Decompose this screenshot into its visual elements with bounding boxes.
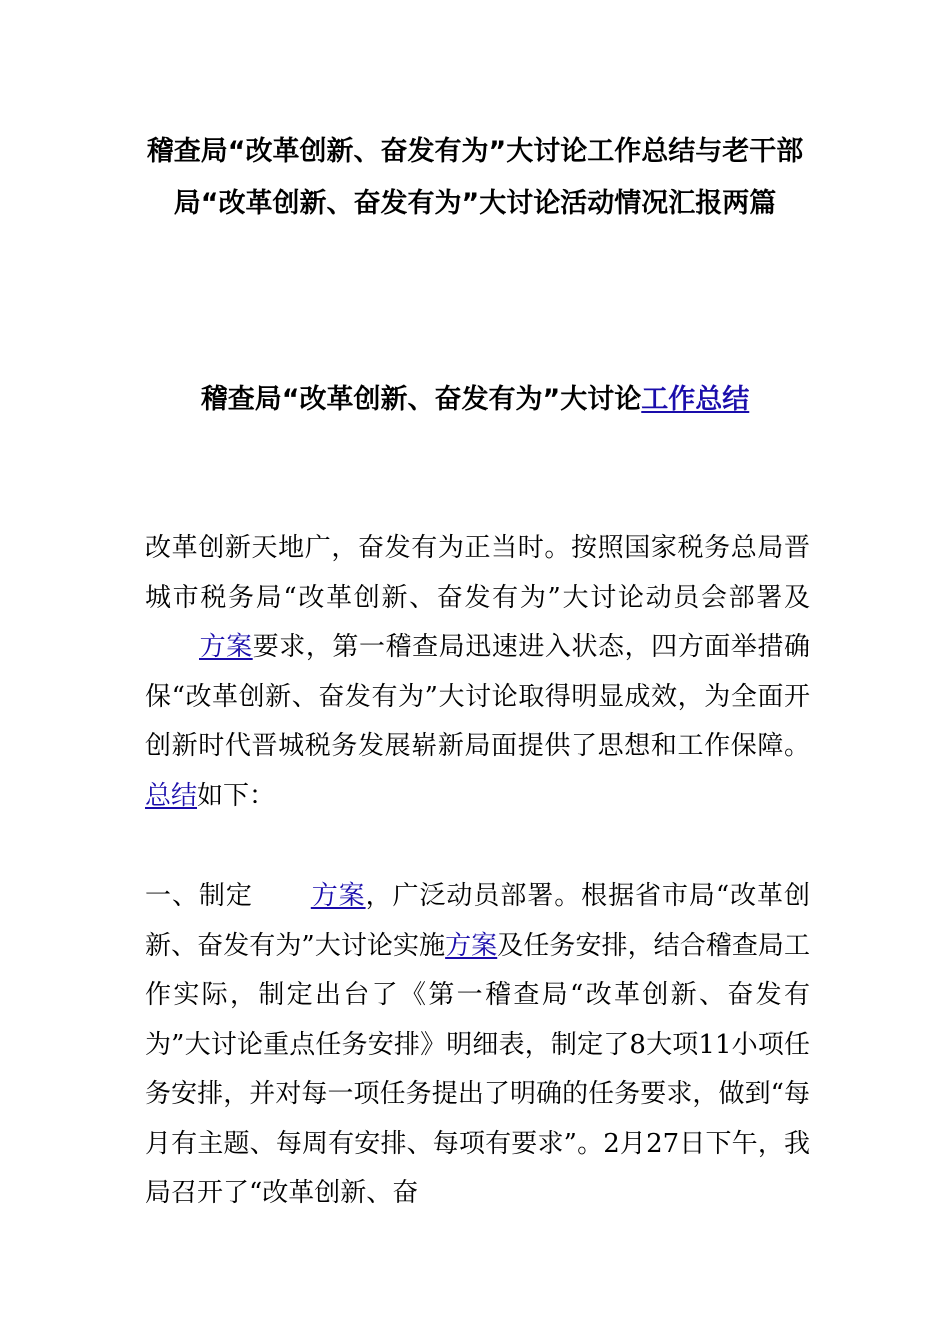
paragraph-section-one-text-1: 一、制定 — [145, 881, 253, 911]
document-title: 稽查局“改革创新、奋发有为”大讨论工作总结与老干部局“改革创新、奋发有为”大讨论活动情况汇报两篇 — [146, 136, 804, 219]
paragraph-intro — [145, 524, 810, 821]
section-title-text: 稽查局“改革创新、奋发有为”大讨论 — [200, 384, 642, 415]
plan-link-2[interactable]: 方案 — [310, 881, 366, 911]
paragraph-intro-text-1: 改革创新天地广，奋发有为正当时。按照国家税务总局晋城市税务局“改革创新、奋发有为”大讨论动员会部署及 — [145, 533, 810, 613]
plan-link[interactable]: 方案 — [199, 632, 253, 662]
section-title-link[interactable]: 工作总结 — [641, 384, 750, 415]
summary-link[interactable]: 总结 — [145, 780, 198, 811]
paragraph-section-one-text-3: 及任务安排，结合稽查局工作实际，制定出台了《第一稽查局“改革创新、奋发有为”大讨论重点任务安排》明细表，制定了8大项11小项任务安排，并对每一项任务提出了明确的任务要求，做到“每月有主题、每周有安排、每项有要求”。2月27日下午，我局召开了“改革创新、奋 — [145, 930, 810, 1208]
paragraph-section-one-text-2: ，广泛动员部署。根据省市局“改革创新、奋发有为”大讨论实施 — [145, 881, 810, 961]
paragraph-section-one — [145, 872, 810, 1219]
paragraph-intro-text-3: 如下： — [197, 780, 276, 811]
plan-link-3[interactable]: 方案 — [445, 930, 498, 961]
paragraph-intro-text-2: 要求，第一稽查局迅速进入状态，四方面举措确保“改革创新、奋发有为”大讨论取得明显成效，为全面开创新时代晋城税务发展崭新局面提供了思想和工作保障。 — [145, 632, 810, 761]
section-title — [100, 374, 850, 426]
